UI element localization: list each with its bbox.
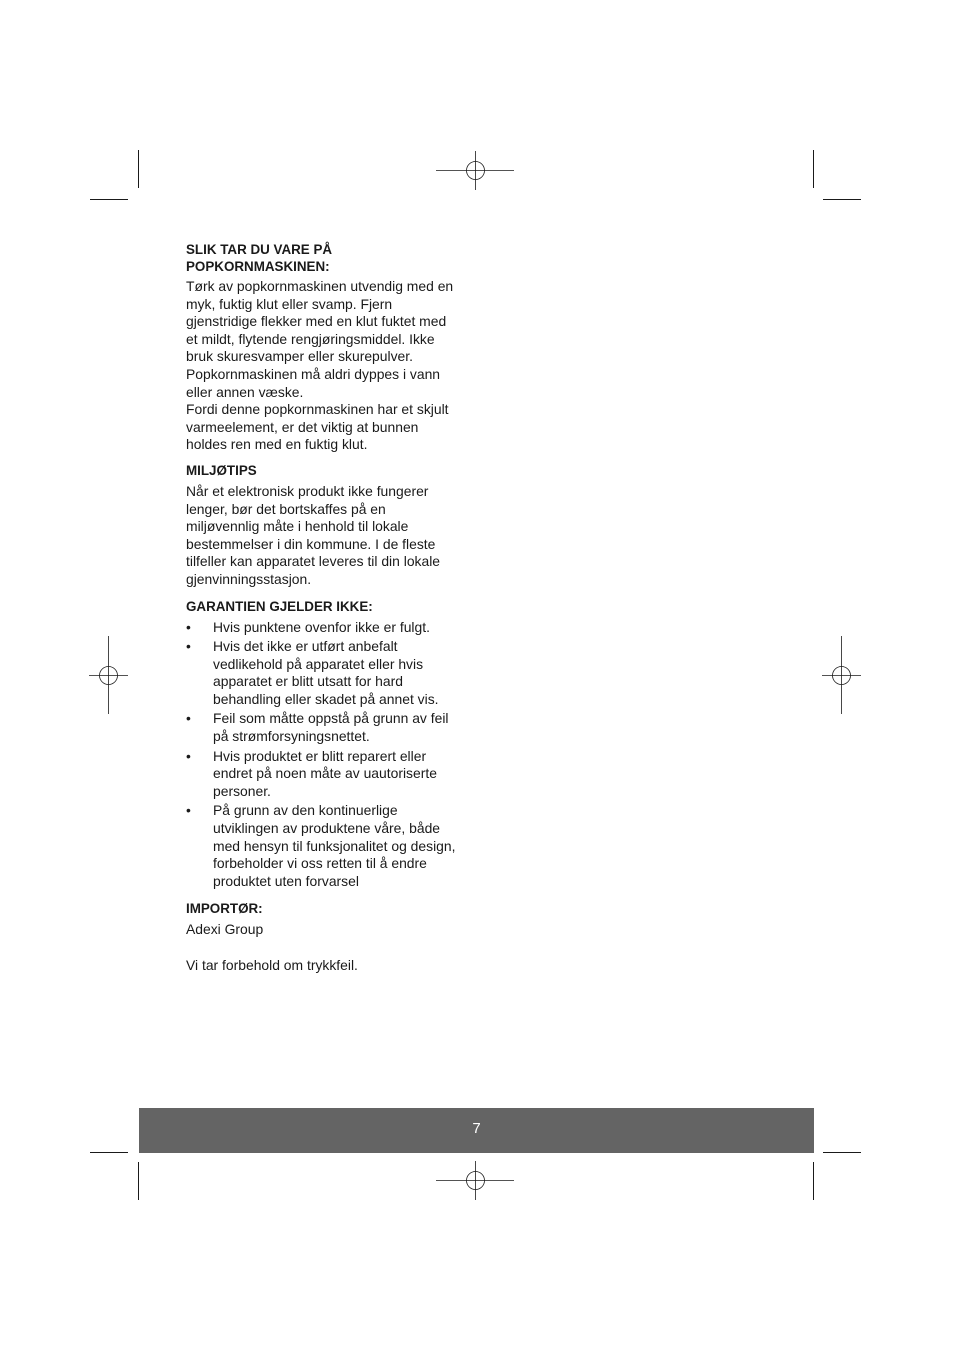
list-item-line: På grunn av den kontinuerlige	[213, 802, 398, 819]
list-item	[186, 619, 468, 637]
list-item-line: Hvis produktet er blitt reparert eller	[213, 747, 427, 764]
printing-disclaimer: Vi tar forbehold om trykkfeil.	[186, 957, 358, 973]
care-line: gjenstridige flekker med en klut fuktet med	[186, 313, 447, 330]
list-item-line: forbeholder vi oss retten til å endre	[213, 855, 427, 872]
care-line: holdes ren med en fuktig klut.	[186, 436, 368, 453]
importer-heading: IMPORTØR:	[186, 901, 263, 917]
list-item-line: vedlikehold på apparatet eller hvis	[213, 655, 424, 672]
list-item-line: Feil som måtte oppstå på grunn av feil	[213, 710, 449, 727]
care-line: bruk skuresvamper eller skurepulver.	[186, 348, 413, 365]
registration-mark-right	[822, 636, 862, 716]
care-line: Tørk av popkornmaskinen utvendig med en	[186, 278, 454, 294]
list-item-line: Hvis punktene ovenfor ikke er fulgt.	[213, 618, 430, 635]
care-heading	[186, 241, 468, 275]
bullet-icon: •	[186, 618, 191, 635]
crop-mark-top-right-vertical	[813, 150, 814, 188]
bullet-icon: •	[186, 802, 191, 819]
care-heading-line: SLIK TAR DU VARE PÅ	[186, 242, 333, 257]
list-item-line: utviklingen av produktene våre, både	[213, 820, 441, 837]
care-line: Fordi denne popkornmaskinen har et skjult	[186, 401, 449, 418]
warranty-exclusions-list	[186, 619, 468, 891]
bullet-icon: •	[186, 710, 191, 727]
environment-line: lenger, bør det bortskaffes på en	[186, 500, 386, 517]
crop-mark-top-right-horizontal	[823, 199, 861, 200]
footer-bar	[139, 1108, 814, 1153]
environment-line: gjenvinningsstasjon.	[186, 570, 312, 587]
bullet-icon: •	[186, 747, 191, 764]
environment-line: bestemmelser i din kommune. I de fleste	[186, 535, 436, 552]
environment-line: miljøvennlig måte i henhold til lokale	[186, 518, 409, 535]
list-item-line: apparatet er blitt utsatt for hard	[213, 673, 403, 690]
environment-line: Når et elektronisk produkt ikke fungerer	[186, 482, 429, 499]
care-paragraph	[186, 278, 468, 454]
crop-mark-bottom-right-horizontal	[823, 1152, 861, 1153]
list-item-line: med hensyn til funksjonalitet og design,	[213, 837, 456, 854]
care-line: eller annen væske.	[186, 383, 304, 400]
crop-mark-top-left-vertical	[138, 150, 139, 188]
crop-mark-top-left-horizontal	[90, 199, 128, 200]
list-item-line: på strømforsyningsnettet.	[213, 728, 370, 745]
care-line: Popkornmaskinen må aldri dyppes i vann	[186, 365, 441, 382]
list-item-line: endret på noen måte av uautoriserte	[213, 765, 437, 782]
list-item	[186, 710, 468, 745]
spacer	[186, 939, 468, 957]
care-heading-line: POPKORNMASKINEN:	[186, 259, 330, 274]
environment-paragraph	[186, 483, 468, 589]
environment-line: tilfeller kan apparatet leveres til din lokale	[186, 553, 441, 570]
crop-mark-bottom-left-horizontal	[90, 1152, 128, 1153]
list-item	[186, 638, 468, 708]
importer-name: Adexi Group	[186, 921, 264, 938]
bullet-icon: •	[186, 638, 191, 655]
manual-text-column	[186, 241, 468, 975]
list-item-line: personer.	[213, 782, 271, 799]
registration-mark-top	[436, 151, 516, 191]
page-number: 7	[472, 1120, 481, 1137]
registration-mark-bottom	[436, 1161, 516, 1201]
list-item	[186, 802, 468, 890]
care-line: et mildt, flytende rengjøringsmiddel. Ikke	[186, 330, 435, 347]
warranty-heading: GARANTIEN GJELDER IKKE:	[186, 598, 373, 614]
crop-mark-bottom-left-vertical	[138, 1162, 139, 1200]
list-item-line: behandling eller skadet på annet vis.	[213, 690, 439, 707]
crop-mark-bottom-right-vertical	[813, 1162, 814, 1200]
registration-mark-left	[89, 636, 129, 716]
list-item	[186, 748, 468, 801]
list-item-line: produktet uten forvarsel	[213, 872, 359, 889]
care-line: myk, fuktig klut eller svamp. Fjern	[186, 295, 393, 312]
list-item-line: Hvis det ikke er utført anbefalt	[213, 638, 398, 655]
care-line: varmeelement, er det viktig at bunnen	[186, 418, 419, 435]
environment-heading: MILJØTIPS	[186, 462, 257, 478]
